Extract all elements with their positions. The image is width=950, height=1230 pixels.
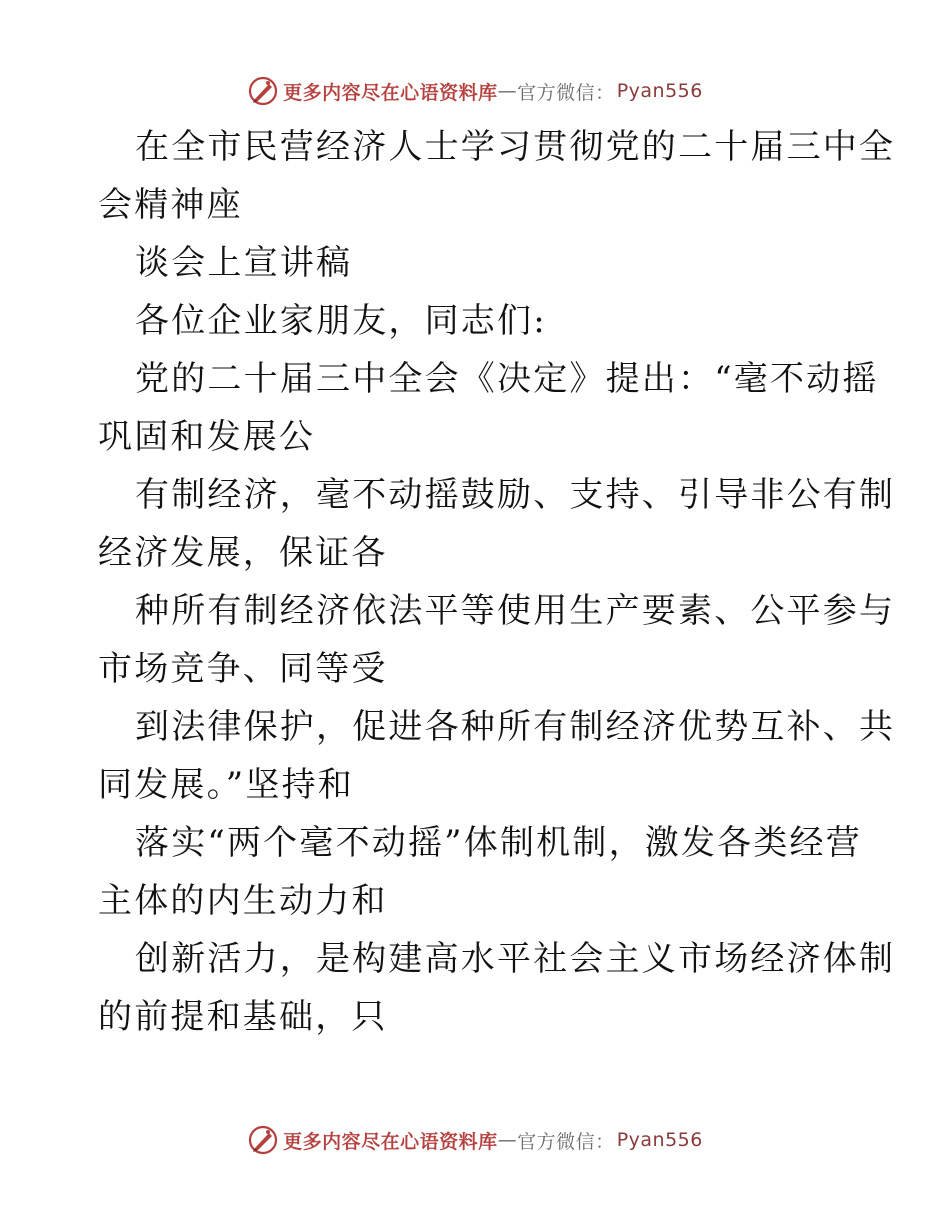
quill-pen-logo-icon [247, 75, 279, 107]
text-line: 在全市民营经济人士学习贯彻党的二十届三中全 [135, 127, 896, 167]
watermark-dash: — [497, 1129, 518, 1151]
text-line: 落实“两个毫不动摇”体制机制，激发各类经营 [135, 823, 862, 863]
text-line: 同发展。”坚持和 [98, 765, 354, 805]
header-watermark [0, 71, 950, 111]
text-line: 有制经济，毫不动摇鼓励、支持、引导非公有制 [135, 475, 896, 515]
watermark-promo-text: 更多内容尽在心语资料库 [283, 1130, 498, 1153]
footer-watermark [0, 1120, 950, 1160]
text-line: 种所有制经济依法平等使用生产要素、公平参与 [135, 591, 896, 631]
text-line: 到法律保护，促进各种所有制经济优势互补、共 [135, 707, 896, 747]
text-line: 巩固和发展公 [98, 417, 316, 457]
text-line: 经济发展，保证各 [98, 533, 388, 573]
text-line: 主体的内生动力和 [98, 881, 388, 921]
text-line: 党的二十届三中全会《决定》提出：“毫不动摇 [135, 359, 879, 399]
watermark-dash: — [497, 80, 518, 102]
text-line: 创新活力，是构建高水平社会主义市场经济体制 [135, 939, 896, 979]
watermark-wechat-id: Pyan556 [616, 80, 703, 102]
text-line: 会精神座 [98, 185, 243, 225]
watermark-promo-text: 更多内容尽在心语资料库 [283, 81, 498, 104]
text-line: 各位企业家朋友，同志们: [135, 301, 547, 341]
text-line: 市场竞争、同等受 [98, 649, 388, 689]
text-line: 谈会上宣讲稿 [135, 243, 353, 283]
text-line: 的前提和基础，只 [98, 997, 388, 1037]
quill-pen-logo-icon [247, 1124, 279, 1156]
watermark-official-label: 官方微信： [517, 81, 615, 104]
document-body [98, 118, 896, 1046]
watermark-official-label: 官方微信： [517, 1130, 615, 1153]
watermark-wechat-id: Pyan556 [616, 1129, 703, 1151]
